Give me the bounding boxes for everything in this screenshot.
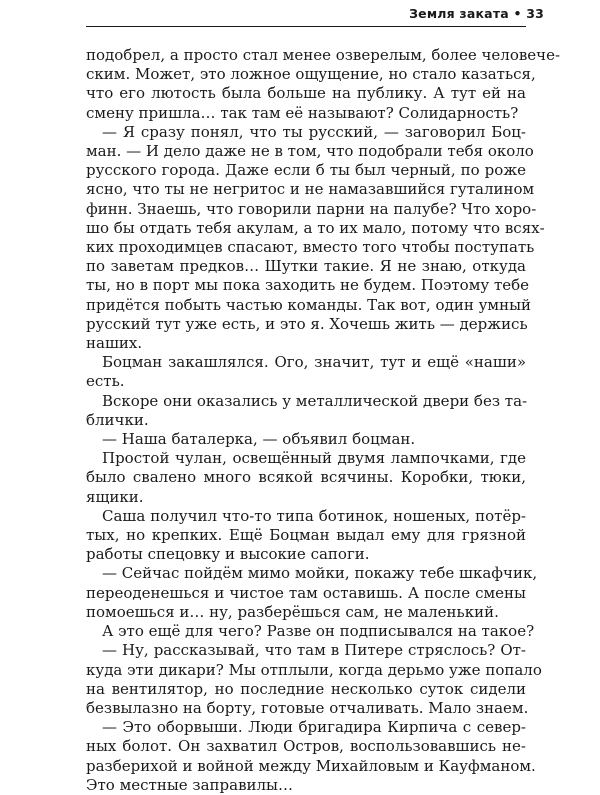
paragraph xyxy=(86,641,542,718)
text-line: ных болот. Он захватил Остров, воспользовавшись не- xyxy=(86,737,526,756)
paragraph xyxy=(86,353,526,391)
text-line: русский тут уже есть, и это я. Хочешь жить — держись xyxy=(86,314,528,333)
text-line: придётся побыть частью команды. Так вот, один умный xyxy=(86,295,532,314)
text-line: — Я сразу понял, что ты русский, — заговорил Боц- xyxy=(102,122,526,141)
paragraph xyxy=(86,718,536,795)
text-line: что его лютость была больше на публику. А тут ей на xyxy=(86,84,526,103)
text-line: — Наша баталерка, — объявил боцман. xyxy=(102,430,416,449)
text-line: — Ну, рассказывай, что там в Питере стряслось? От- xyxy=(102,641,526,660)
paragraph xyxy=(86,622,535,641)
text-line: ты, но в порт мы пока заходить не будем. Поэтому тебе xyxy=(86,276,530,295)
text-line: куда эти дикари? Мы отплыли, когда дерьмо уже попало xyxy=(86,660,542,679)
paragraph xyxy=(86,430,526,449)
text-line: работы спецовку и высокие сапоги. xyxy=(86,545,370,564)
text-line: наших. xyxy=(86,334,143,353)
running-head: Земля заката • 33 xyxy=(409,6,544,21)
text-line: ским. Может, это ложное ощущение, но стало казаться, xyxy=(86,65,536,84)
text-line: подобрел, а просто стал менее озверелым, более человече- xyxy=(86,46,561,64)
paragraph xyxy=(86,449,526,507)
text-line: ясно, что ты не негритос и не намазавшийся гуталином xyxy=(86,180,535,199)
text-line: Вскоре они оказались у металлической двери без та- xyxy=(102,391,528,410)
text-line: помоешься и… ну, разберёшься сам, не маленький. xyxy=(86,602,499,621)
text-line: есть. xyxy=(86,372,125,391)
text-line: — Это оборвыши. Люди бригадира Кирпича с север- xyxy=(102,718,526,737)
text-line: Это местные заправилы… xyxy=(86,775,293,794)
text-line: Саша получил что-то типа ботинок, ношеных, потёр- xyxy=(102,506,526,525)
text-line: шо бы отдать тебя акулам, а то их мало, потому что всях- xyxy=(86,218,545,237)
text-line: переоденешься и чистое там оставишь. А после смены xyxy=(86,583,526,602)
paragraph xyxy=(86,46,561,123)
header-rule xyxy=(86,26,526,27)
text-line: — Сейчас пойдём мимо мойки, покажу тебе шкафчик, xyxy=(102,564,538,583)
text-line: ящики. xyxy=(86,487,144,506)
text-line: Простой чулан, освещённый двумя лампочками, где xyxy=(102,449,526,468)
text-line: тых, но крепких. Ещё Боцман выдал ему для грязной xyxy=(86,526,526,545)
text-line: Боцман закашлялся. Ого, значит, тут и ещё «наши» xyxy=(102,353,526,372)
text-line: разберихой и войной между Михайловым и Кауфманом. xyxy=(86,756,536,775)
paragraph xyxy=(86,392,526,430)
text-line: А это ещё для чего? Разве он подписывался на такое? xyxy=(102,622,535,641)
paragraph xyxy=(86,507,526,565)
body-text xyxy=(86,46,561,795)
text-line: на вентилятор, но последние несколько суток сидели xyxy=(86,679,526,698)
text-line: по заветам предков… Шутки такие. Я не знаю, откуда xyxy=(86,257,526,276)
text-line: безвылазно на борту, готовые отчаливать. Мало знаем. xyxy=(86,698,529,717)
text-line: русского города. Даже если б ты был черный, по роже xyxy=(86,161,526,180)
paragraph xyxy=(86,564,538,622)
text-line: было свалено много всякой всячины. Коробки, тюки, xyxy=(86,468,526,487)
text-line: ман. — И дело даже не в том, что подобрали тебя около xyxy=(86,142,534,161)
text-line: блички. xyxy=(86,410,149,429)
text-line: смену пришла… так там её называют? Солидарность? xyxy=(86,103,519,122)
paragraph xyxy=(86,122,545,353)
text-line: ких проходимцев спасают, вместо того чтобы поступать xyxy=(86,238,535,257)
text-line: финн. Знаешь, что говорили парни на палубе? Что хоро- xyxy=(86,199,537,218)
